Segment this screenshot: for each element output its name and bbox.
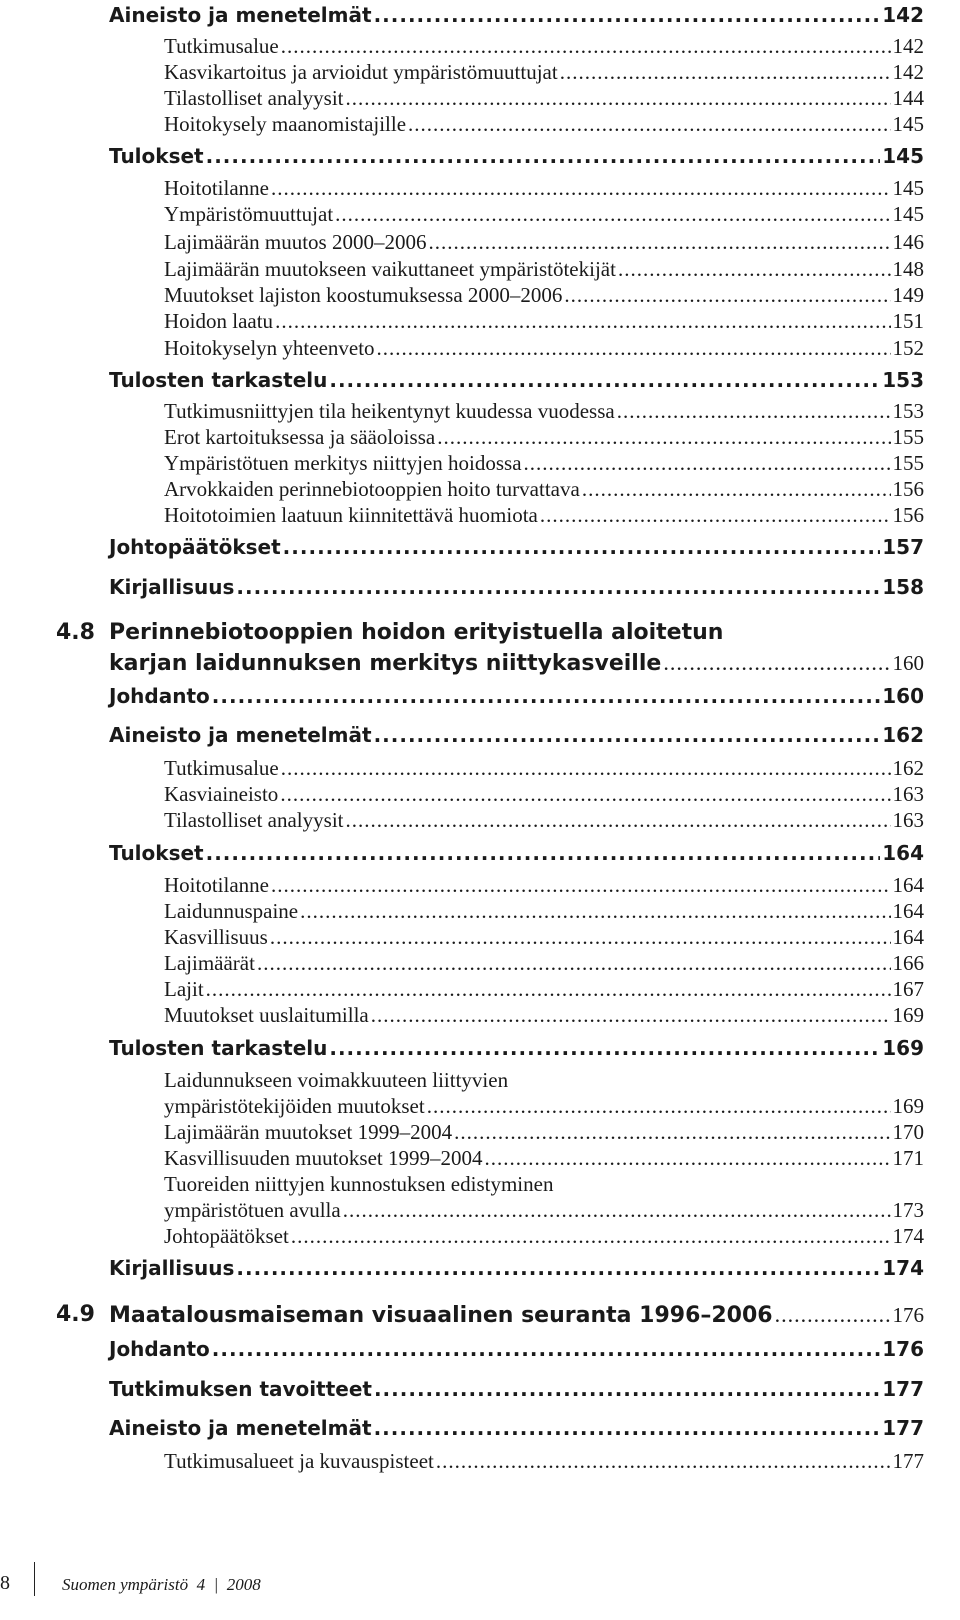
toc-title: Aineisto ja menetelmät [109,1416,372,1440]
toc-page: 142 [892,60,924,84]
dot-leader [206,840,881,866]
toc-page: 164 [892,899,924,923]
toc-entry[interactable] [164,950,924,976]
dot-leader [212,1336,880,1362]
toc-title: Johtopäätökset [109,535,281,559]
toc-entry[interactable] [164,111,924,137]
toc-page: 162 [892,756,924,780]
toc-title[interactable]: Laidunnukseen voimakkuuteen liittyvien [164,1068,509,1092]
dot-leader [271,872,891,898]
dot-leader [206,976,891,1002]
toc-title: Lajimäärän muutokseen vaikuttaneet ympäristötekijät [164,257,616,281]
dot-leader [335,201,890,227]
toc-title: ympäristötuen avulla [164,1198,341,1222]
chapter-title: Maatalousmaiseman visuaalinen seuranta 1996–2006 [109,1303,773,1328]
dot-leader [436,1448,891,1474]
dot-leader [374,2,881,28]
toc-entry[interactable] [164,807,924,833]
toc-title: Tulokset [109,841,204,865]
dot-leader [329,1035,880,1061]
chapter-title: Perinnebiotooppien hoidon erityistuella aloitetun [109,620,724,645]
toc-entry[interactable] [109,840,924,866]
dot-leader [206,143,881,169]
toc-title: Muutokset uuslaitumilla [164,1003,369,1027]
chapter-title: karjan laidunnuksen merkitys niittykasveille [109,651,662,676]
toc-entry[interactable] [164,1145,924,1171]
toc-page: 163 [892,808,924,832]
toc-page: 142 [892,34,924,58]
toc-entry[interactable] [109,1035,924,1061]
toc-entry[interactable] [109,367,924,393]
dot-leader [564,282,890,308]
toc-title: Kirjallisuus [109,1256,235,1280]
toc-title: Tutkimusalue [164,34,279,58]
toc-entry[interactable] [164,450,924,476]
toc-page: 144 [892,86,924,110]
toc-title: Johtopäätökset [164,1224,289,1248]
dot-leader [291,1223,891,1249]
toc-entry[interactable] [164,424,924,450]
dot-leader [454,1119,890,1145]
dot-leader [617,398,891,424]
toc-entry[interactable] [164,976,924,1002]
toc-entry[interactable] [109,1336,924,1362]
toc-page: 160 [882,684,924,708]
toc-entry[interactable] [164,33,924,59]
toc-title: Kasvillisuus [164,925,268,949]
dot-leader [374,1415,881,1441]
toc-page: 177 [892,1449,924,1473]
toc-page: 164 [892,873,924,897]
toc-page: 176 [882,1337,924,1361]
toc-entry[interactable] [164,1002,924,1028]
toc-page: 145 [892,176,924,200]
toc-entry[interactable] [109,1255,924,1281]
dot-leader [329,367,880,393]
toc-entry[interactable] [109,722,924,748]
dot-leader [371,1002,891,1028]
toc-entry[interactable] [109,534,924,560]
toc-entry[interactable] [109,683,924,709]
toc-page: 164 [892,925,924,949]
toc-page: 156 [892,503,924,527]
toc-page: 174 [892,1224,924,1248]
toc-title: Hoitotilanne [164,873,269,897]
toc-entry[interactable] [164,175,924,201]
toc-page: 156 [892,477,924,501]
dot-leader [560,59,891,85]
toc-entry[interactable] [164,502,924,528]
toc-page: 167 [892,977,924,1001]
toc-title: Aineisto ja menetelmät [109,723,372,747]
footer-divider [34,1562,35,1596]
dot-leader [428,229,890,255]
toc-page: 169 [882,1036,924,1060]
toc-page: 151 [892,309,924,333]
dot-leader [343,1197,891,1223]
toc-page: 146 [892,230,924,254]
dot-leader [345,807,890,833]
toc-title: Laidunnuspaine [164,899,299,923]
toc-entry[interactable] [109,574,924,600]
toc-title: Arvokkaiden perinnebiotooppien hoito turvattava [164,477,580,501]
toc-entry[interactable] [164,256,924,282]
toc-page: 163 [892,782,924,806]
dot-leader [775,1301,891,1329]
dot-leader [236,1255,880,1281]
dot-leader [618,256,891,282]
page-number: 8 [0,1572,10,1594]
toc-title: ympäristötekijöiden muutokset [164,1094,425,1118]
chapter-number: 4.8 [56,620,95,645]
dot-leader [236,574,880,600]
toc-page: 164 [882,841,924,865]
toc-title: Tulosten tarkastelu [109,1036,328,1060]
toc-page: 170 [892,1120,924,1144]
toc-title: Kasvillisuuden muutokset 1999–2004 [164,1146,483,1170]
toc-page: 145 [882,144,924,168]
toc-title: Hoitokyselyn yhteenveto [164,336,375,360]
toc-entry[interactable] [164,398,924,424]
dot-leader [271,175,891,201]
dot-leader [345,85,890,111]
toc-title: Tilastolliset analyysit [164,808,344,832]
dot-leader [280,781,890,807]
dot-leader [281,33,891,59]
toc-page: 176 [892,1303,924,1327]
toc-title: Hoidon laatu [164,309,274,333]
toc-page: 149 [892,283,924,307]
toc-entry[interactable] [164,476,924,502]
toc-title: Hoitotilanne [164,176,269,200]
toc-entry[interactable] [109,143,924,169]
toc-page: 142 [882,3,924,27]
publication-name: Suomen ympäristö 4 | 2008 [62,1575,261,1594]
toc-page: 169 [892,1094,924,1118]
toc-title: Kasvikartoitus ja arvioidut ympäristömuuttujat [164,60,558,84]
dot-leader [212,683,880,709]
dot-leader [540,502,891,528]
dot-leader [582,476,891,502]
toc-title: Tutkimusalueet ja kuvauspisteet [164,1449,434,1473]
dot-leader [270,924,891,950]
toc-title: Lajimäärän muutos 2000–2006 [164,230,427,254]
dot-leader [257,950,891,976]
toc-title: Ympäristömuuttujat [164,202,334,226]
toc-title: Kasviaineisto [164,782,279,806]
chapter-number: 4.9 [56,1302,95,1327]
toc-entry[interactable] [164,872,924,898]
toc-page: 158 [882,575,924,599]
toc-entry[interactable] [164,59,924,85]
dot-leader [374,1376,880,1402]
toc-page: 166 [892,951,924,975]
toc-title: Tulosten tarkastelu [109,368,328,392]
toc-title: Erot kartoituksessa ja sääoloissa [164,425,436,449]
toc-entry[interactable] [164,85,924,111]
toc-entry[interactable] [164,755,924,781]
toc-title: Aineisto ja menetelmät [109,3,372,27]
dot-leader [283,534,881,560]
toc-entry[interactable] [109,1415,924,1441]
toc-page: 162 [882,723,924,747]
toc-title: Kirjallisuus [109,575,235,599]
toc-entry[interactable] [164,1197,924,1223]
dot-leader [437,424,890,450]
dot-leader [408,111,890,137]
toc-title: Johdanto [109,1337,210,1361]
toc-title: Johdanto [109,684,210,708]
toc-title: Tutkimusniittyjen tila heikentynyt kuudessa vuodessa [164,399,615,423]
toc-page: 145 [892,202,924,226]
toc-title[interactable]: Tuoreiden niittyjen kunnostuksen edistyminen [164,1172,554,1196]
toc-page: 177 [882,1416,924,1440]
dot-leader [374,722,881,748]
toc-page: 148 [892,257,924,281]
toc-page: 157 [882,535,924,559]
toc-page: 169 [892,1003,924,1027]
toc-page: 145 [892,112,924,136]
toc-entry[interactable] [164,308,924,334]
toc-entry[interactable] [164,229,924,255]
toc-page: 177 [882,1377,924,1401]
toc-entry[interactable] [164,335,924,361]
dot-leader [275,308,890,334]
toc-entry[interactable] [164,898,924,924]
dot-leader [663,649,890,677]
dot-leader [300,898,890,924]
toc-entry[interactable] [164,1448,924,1474]
toc-entry[interactable] [164,1119,924,1145]
toc-entry[interactable] [164,781,924,807]
toc-entry[interactable] [109,2,924,28]
toc-entry[interactable] [164,924,924,950]
dot-leader [377,335,891,361]
toc-title: Lajimäärän muutokset 1999–2004 [164,1120,453,1144]
dot-leader [427,1093,891,1119]
toc-page: 174 [882,1256,924,1280]
toc-title: Hoitotoimien laatuun kiinnitettävä huomiota [164,503,538,527]
toc-entry[interactable] [109,1376,924,1402]
toc-title: Ympäristötuen merkitys niittyjen hoidossa [164,451,522,475]
toc-page: 173 [892,1198,924,1222]
toc-entry[interactable] [164,201,924,227]
toc-page: 153 [882,368,924,392]
toc-entry[interactable] [109,1301,924,1330]
dot-leader [524,450,891,476]
toc-title: Tilastolliset analyysit [164,86,344,110]
toc-title: Lajit [164,977,204,1001]
toc-page: 160 [892,651,924,675]
dot-leader [281,755,891,781]
toc-page: 155 [892,425,924,449]
toc-title: Tulokset [109,144,204,168]
toc-entry[interactable] [164,1223,924,1249]
toc-page: 171 [892,1146,924,1170]
dot-leader [485,1145,891,1171]
toc-entry[interactable] [164,282,924,308]
toc-page: 152 [892,336,924,360]
toc-page: 155 [892,451,924,475]
toc-entry[interactable] [109,649,924,678]
toc-title: Lajimäärät [164,951,255,975]
toc-title: Tutkimusalue [164,756,279,780]
toc-title: Muutokset lajiston koostumuksessa 2000–2006 [164,283,563,307]
toc-title: Tutkimuksen tavoitteet [109,1377,372,1401]
toc-entry[interactable] [164,1093,924,1119]
toc-page: 153 [892,399,924,423]
toc-title: Hoitokysely maanomistajille [164,112,407,136]
